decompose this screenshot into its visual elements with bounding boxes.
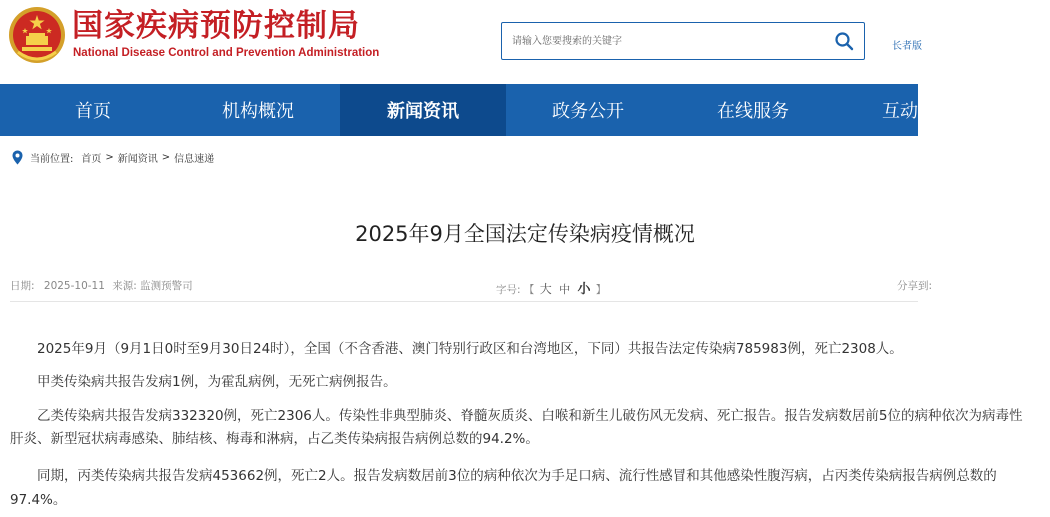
font-size-medium-button[interactable]: 中 — [559, 283, 571, 296]
breadcrumb-separator: > — [161, 151, 171, 163]
article-title: 2025年9月全国法定传染病疫情概况 — [355, 222, 695, 246]
logo-title[interactable]: 国家疾病预防控制局 — [72, 8, 360, 44]
font-size-label: 字号: — [496, 284, 521, 296]
search-box — [501, 22, 865, 60]
article-paragraph-continued: 97.4%。 — [10, 492, 67, 508]
main-nav — [0, 84, 954, 136]
article-meta — [10, 278, 193, 293]
nav-item-gov-affairs[interactable]: 政务公开 — [552, 101, 624, 122]
font-size-large-button[interactable]: 大 — [539, 282, 552, 296]
breadcrumb-news[interactable]: 新闻资讯 — [117, 153, 158, 165]
search-input[interactable] — [512, 23, 822, 59]
nav-item-about[interactable]: 机构概况 — [222, 101, 294, 122]
article-source: 监测预警司 — [140, 280, 193, 292]
share-label: 分享到: — [897, 280, 933, 292]
breadcrumb-separator: > — [105, 151, 114, 163]
nav-item-online-service[interactable]: 在线服务 — [717, 101, 789, 122]
date-label: 日期: — [10, 280, 35, 292]
article-paragraph: 同期，丙类传染病共报告发病453662例，死亡2人。报告发病数居前3位的病种依次为手足口病、流行性感冒和其他感染性腹泻病，占丙类传染病报告病例总数的 — [37, 468, 997, 484]
nav-item-news[interactable]: 新闻资讯 — [340, 84, 506, 136]
font-size-control: 字号: 【 大 中 小 】 — [496, 282, 607, 297]
site-header — [0, 0, 922, 84]
article-paragraph-continued: 肝炎、新型冠状病毒感染、肺结核、梅毒和淋病，占乙类传染病报告病例总数的94.2%。 — [10, 431, 539, 447]
article-paragraph: 2025年9月（9月1日0时至9月30日24时），全国（不含香港、澳门特别行政区和台湾地区，下同）共报告法定传染病785983例，死亡2308人。 — [37, 341, 903, 357]
logo-subtitle: National Disease Control and Prevention Administration — [73, 47, 380, 59]
meta-divider — [10, 301, 918, 302]
article-paragraph: 甲类传染病共报告发病1例，为霍乱病例，无死亡病例报告。 — [37, 374, 397, 390]
search-button[interactable] — [824, 23, 864, 59]
source-label: 来源: — [112, 280, 137, 292]
nav-item-home[interactable]: 首页 — [75, 101, 111, 122]
breadcrumb — [12, 146, 214, 168]
location-pin-icon — [12, 150, 23, 165]
breadcrumb-prefix: 当前位置: — [30, 153, 74, 165]
breadcrumb-info-express[interactable]: 信息速递 — [174, 153, 215, 165]
font-size-small-button[interactable]: 小 — [577, 282, 591, 297]
nav-item-interaction[interactable]: 互动交流 — [882, 101, 954, 122]
elder-version-link[interactable]: 长者版 — [892, 41, 922, 52]
publish-date: 2025-10-11 — [43, 280, 105, 292]
search-icon — [834, 31, 854, 51]
article-paragraph: 乙类传染病共报告发病332320例，死亡2306人。传染性非典型肺炎、脊髓灰质炎、白喉和新生儿破伤风无发病、死亡报告。报告发病数居前5位的病种依次为病毒性 — [37, 408, 1023, 424]
breadcrumb-home[interactable]: 首页 — [81, 153, 102, 165]
national-emblem-icon[interactable] — [8, 6, 66, 64]
